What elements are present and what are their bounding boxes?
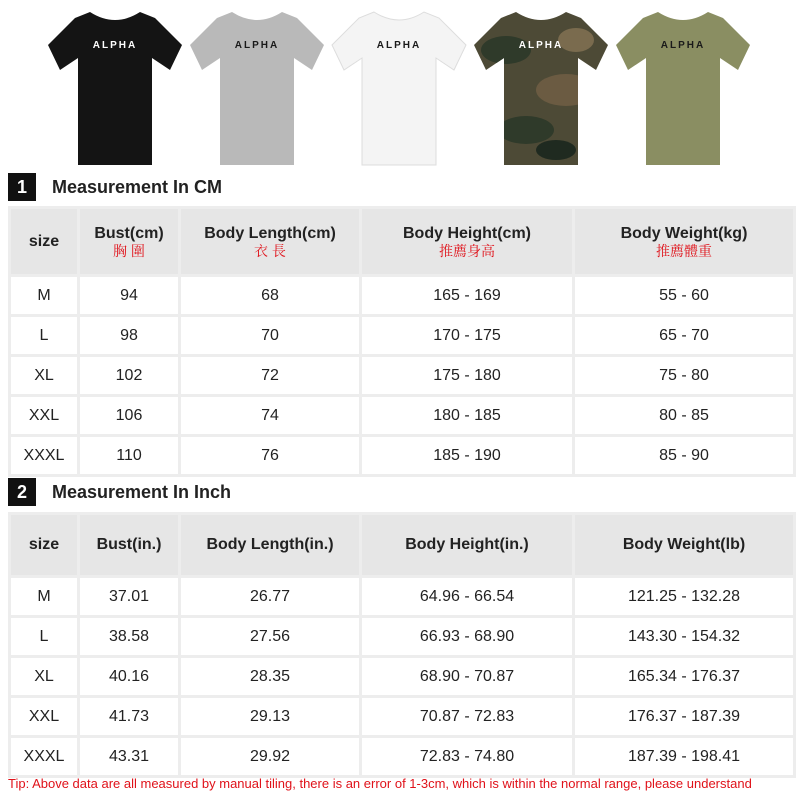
table-row bbox=[11, 698, 793, 735]
cell-height: 180 - 185 bbox=[362, 397, 572, 434]
cell-bust: 102 bbox=[80, 357, 178, 394]
cell-bust: 106 bbox=[80, 397, 178, 434]
tshirt-shape bbox=[40, 0, 190, 170]
section-number: 1 bbox=[8, 173, 36, 201]
cell-size: L bbox=[11, 618, 77, 655]
product-images bbox=[40, 0, 760, 170]
tshirt-shape bbox=[182, 0, 332, 170]
tshirt-olive-image bbox=[608, 0, 758, 170]
section-title: Measurement In Inch bbox=[52, 481, 232, 502]
cell-length: 70 bbox=[181, 317, 359, 354]
cell-weight: 143.30 - 154.32 bbox=[575, 618, 793, 655]
table-row bbox=[11, 357, 793, 394]
cell-bust: 98 bbox=[80, 317, 178, 354]
cell-height: 175 - 180 bbox=[362, 357, 572, 394]
cell-height: 64.96 - 66.54 bbox=[362, 578, 572, 615]
cell-bust: 37.01 bbox=[80, 578, 178, 615]
table-row bbox=[11, 738, 793, 775]
cell-length: 27.56 bbox=[181, 618, 359, 655]
cell-bust: 38.58 bbox=[80, 618, 178, 655]
shirt-print-text: ALPHA bbox=[660, 40, 706, 51]
cell-length: 28.35 bbox=[181, 658, 359, 695]
table-row bbox=[11, 277, 793, 314]
cell-length: 74 bbox=[181, 397, 359, 434]
cell-weight: 55 - 60 bbox=[575, 277, 793, 314]
table-header-row bbox=[11, 209, 793, 274]
cell-size: M bbox=[11, 277, 77, 314]
table-row bbox=[11, 578, 793, 615]
header-bust: Bust(in.) bbox=[80, 515, 178, 575]
cell-length: 72 bbox=[181, 357, 359, 394]
cell-size: XL bbox=[11, 658, 77, 695]
cell-size: L bbox=[11, 317, 77, 354]
section-number: 2 bbox=[8, 478, 36, 506]
table-row bbox=[11, 397, 793, 434]
cell-weight: 121.25 - 132.28 bbox=[575, 578, 793, 615]
header-body-height: Body Height(in.) bbox=[362, 515, 572, 575]
cell-weight: 85 - 90 bbox=[575, 437, 793, 474]
tshirt-shape bbox=[324, 0, 474, 170]
section-title: Measurement In CM bbox=[52, 176, 223, 197]
header-bust: Bust(cm) 胸 圍 bbox=[80, 209, 178, 274]
cell-height: 66.93 - 68.90 bbox=[362, 618, 572, 655]
cell-weight: 187.39 - 198.41 bbox=[575, 738, 793, 775]
table-row bbox=[11, 317, 793, 354]
cell-weight: 165.34 - 176.37 bbox=[575, 658, 793, 695]
cell-size: XXXL bbox=[11, 437, 77, 474]
table-header-row bbox=[11, 515, 793, 575]
table-row bbox=[11, 658, 793, 695]
cell-weight: 65 - 70 bbox=[575, 317, 793, 354]
cell-bust: 43.31 bbox=[80, 738, 178, 775]
header-body-length: Body Length(cm) 衣 長 bbox=[181, 209, 359, 274]
section-header-inch bbox=[8, 478, 231, 506]
cell-weight: 176.37 - 187.39 bbox=[575, 698, 793, 735]
cell-length: 76 bbox=[181, 437, 359, 474]
cell-bust: 94 bbox=[80, 277, 178, 314]
tshirt-gray-image bbox=[182, 0, 332, 170]
header-body-length: Body Length(in.) bbox=[181, 515, 359, 575]
header-size: size bbox=[11, 209, 77, 274]
tshirt-shape bbox=[466, 0, 616, 170]
tshirt-camo-image bbox=[466, 0, 616, 170]
table-row bbox=[11, 618, 793, 655]
cell-bust: 110 bbox=[80, 437, 178, 474]
cell-height: 70.87 - 72.83 bbox=[362, 698, 572, 735]
cell-length: 68 bbox=[181, 277, 359, 314]
tip-text: Tip: Above data are all measured by manual tiling, there is an error of 1-3cm, which is within the normal range, please understand bbox=[8, 776, 752, 791]
shirt-print-text: ALPHA bbox=[92, 40, 138, 51]
cell-length: 26.77 bbox=[181, 578, 359, 615]
cell-length: 29.13 bbox=[181, 698, 359, 735]
header-body-weight: Body Weight(kg) 推薦體重 bbox=[575, 209, 793, 274]
tshirt-white-image bbox=[324, 0, 474, 170]
cell-height: 72.83 - 74.80 bbox=[362, 738, 572, 775]
cell-weight: 75 - 80 bbox=[575, 357, 793, 394]
cell-size: XXL bbox=[11, 397, 77, 434]
shirt-print-text: ALPHA bbox=[518, 40, 564, 51]
header-body-weight: Body Weight(lb) bbox=[575, 515, 793, 575]
cell-size: XXL bbox=[11, 698, 77, 735]
cell-size: M bbox=[11, 578, 77, 615]
table-row bbox=[11, 437, 793, 474]
header-body-height: Body Height(cm) 推薦身高 bbox=[362, 209, 572, 274]
shirt-print-text: ALPHA bbox=[234, 40, 280, 51]
cell-size: XL bbox=[11, 357, 77, 394]
section-header-cm bbox=[8, 173, 222, 201]
cell-size: XXXL bbox=[11, 738, 77, 775]
cell-bust: 40.16 bbox=[80, 658, 178, 695]
cell-length: 29.92 bbox=[181, 738, 359, 775]
cell-height: 68.90 - 70.87 bbox=[362, 658, 572, 695]
cell-bust: 41.73 bbox=[80, 698, 178, 735]
shirt-print-text: ALPHA bbox=[376, 40, 422, 51]
size-table-cm bbox=[8, 206, 796, 477]
size-table-inch bbox=[8, 512, 796, 778]
header-size: size bbox=[11, 515, 77, 575]
cell-weight: 80 - 85 bbox=[575, 397, 793, 434]
tshirt-black-image bbox=[40, 0, 190, 170]
tshirt-shape bbox=[608, 0, 758, 170]
cell-height: 185 - 190 bbox=[362, 437, 572, 474]
cell-height: 170 - 175 bbox=[362, 317, 572, 354]
cell-height: 165 - 169 bbox=[362, 277, 572, 314]
